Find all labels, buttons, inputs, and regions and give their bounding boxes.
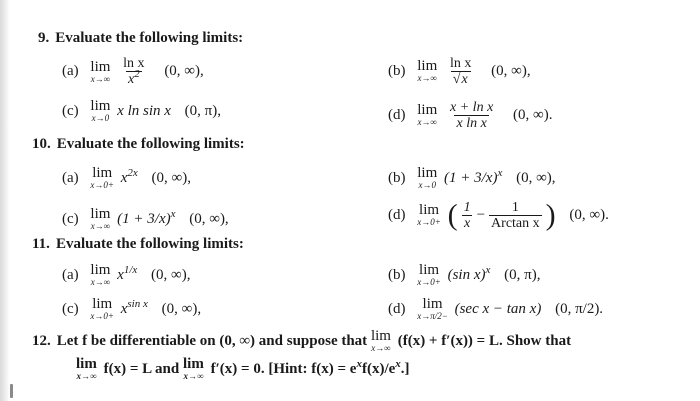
q11c-exponent: sin x <box>127 297 148 310</box>
q10c-interval: (0, ∞), <box>189 210 229 227</box>
q10-heading-text: Evaluate the following limits: <box>56 136 245 152</box>
q11c <box>62 298 201 321</box>
q11a-exponent: 1/x <box>123 263 138 276</box>
lim-word: lim <box>90 58 111 75</box>
q11b <box>388 264 540 287</box>
q12-hint: f(x)/e <box>361 360 396 377</box>
lim-subscript: x→π/2− <box>417 311 448 321</box>
lim-subscript: x→∞ <box>417 73 437 83</box>
page-shadow-edge <box>0 0 10 401</box>
q10d-fraction-2 <box>489 200 542 231</box>
den-exponent: 2 <box>134 68 140 80</box>
q10b <box>388 167 556 190</box>
q11c-label: (c) <box>62 300 79 317</box>
q9-heading <box>38 30 243 47</box>
numerator: ln x <box>123 56 145 71</box>
lim-subscript: x→∞ <box>183 371 204 381</box>
q9b-limit <box>417 60 437 83</box>
q12-line-2 <box>76 358 410 381</box>
denominator: Arctan x <box>491 216 540 231</box>
hint-exponent: x <box>356 357 362 370</box>
q9-heading-text: Evaluate the following limits: <box>55 30 244 46</box>
q9a <box>62 56 204 88</box>
q11b-interval: (0, π), <box>504 266 541 283</box>
q9-number: 9. <box>38 30 50 46</box>
q12-limit-f <box>76 358 97 381</box>
q11a-limit <box>90 264 110 287</box>
q10b-exponent: x <box>497 166 503 179</box>
q11d-label: (d) <box>388 300 406 317</box>
q10a-exponent: 2x <box>127 166 138 179</box>
lim-word: lim <box>183 356 204 372</box>
right-paren: ) <box>545 198 556 232</box>
lim-word: lim <box>92 296 113 312</box>
left-paren: ( <box>447 198 458 232</box>
q9a-fraction <box>121 56 146 88</box>
lim-subscript: x→∞ <box>90 73 111 84</box>
q10c-base: (1 + 3/x) <box>117 210 171 227</box>
sqrt-icon: √ <box>452 72 461 87</box>
q11d-limit <box>417 298 448 321</box>
q10c-limit <box>90 208 110 231</box>
q10-heading <box>32 136 245 153</box>
lim-word: lim <box>422 296 443 312</box>
q12-claim-2: f′(x) = 0. [Hint: f(x) = e <box>210 360 357 377</box>
lim-subscript: x→∞ <box>90 277 111 287</box>
q11b-base: (sin x) <box>447 266 486 283</box>
q9d-label: (d) <box>388 106 406 123</box>
lim-word: lim <box>370 328 391 344</box>
q10c <box>62 208 229 231</box>
q9c-interval: (0, π), <box>184 102 221 119</box>
numerator: 1 <box>463 200 471 215</box>
denominator: x ln x <box>456 116 487 131</box>
q10a-limit <box>90 167 114 190</box>
q12-claim-1: f(x) = L and <box>103 360 180 377</box>
lim-subscript: x→0+ <box>417 217 441 227</box>
lim-subscript: x→∞ <box>90 221 111 231</box>
q10a-base: x <box>120 169 128 186</box>
q10-number: 10. <box>32 136 51 152</box>
q11d-interval: (0, π/2). <box>555 300 604 317</box>
q9b <box>388 56 531 87</box>
q9d-interval: (0, ∞). <box>513 106 553 123</box>
q11a <box>62 264 190 287</box>
q9b-interval: (0, ∞), <box>491 62 531 79</box>
q10c-exponent: x <box>170 207 176 220</box>
q10d <box>388 200 609 231</box>
lim-word: lim <box>90 206 111 222</box>
q10b-limit <box>417 167 437 190</box>
q9d <box>388 100 552 131</box>
lim-word: lim <box>417 58 438 74</box>
lim-word: lim <box>76 356 97 372</box>
numerator: x + ln x <box>450 100 494 115</box>
q9c <box>62 100 221 123</box>
q11c-base: x <box>120 300 128 317</box>
scroll-indicator[interactable] <box>10 384 13 398</box>
q12-statement-start: Let f be differentiable on (0, ∞) and suppose that <box>56 332 368 349</box>
lim-word: lim <box>417 102 438 118</box>
lim-subscript: x→∞ <box>417 117 437 127</box>
q10d-fraction-1 <box>462 200 473 231</box>
q12-line-1 <box>32 330 571 353</box>
numerator: ln x <box>450 56 472 71</box>
q12-hint-end: .] <box>400 360 410 377</box>
q11c-interval: (0, ∞), <box>161 300 202 317</box>
numerator: 1 <box>511 200 519 215</box>
lim-subscript: x→∞ <box>76 371 97 381</box>
lim-word: lim <box>417 165 438 181</box>
lim-subscript: x→0+ <box>417 277 441 287</box>
lim-subscript: x→∞ <box>371 343 391 353</box>
denominator <box>126 68 142 88</box>
lim-subscript: x→0 <box>91 113 110 123</box>
q10d-label: (d) <box>388 206 406 223</box>
q11b-exponent: x <box>485 263 491 276</box>
q9b-fraction <box>448 56 473 87</box>
q9a-interval: (0, ∞), <box>164 63 204 80</box>
lim-subscript: x→0 <box>418 180 436 190</box>
denominator <box>451 71 471 87</box>
q12-number: 12. <box>32 332 51 349</box>
lim-subscript: x→0+ <box>90 311 114 321</box>
q11-heading-text: Evaluate the following limits: <box>55 236 244 252</box>
q10c-label: (c) <box>62 210 79 227</box>
q9b-label: (b) <box>388 62 406 79</box>
q10b-interval: (0, ∞), <box>516 169 556 186</box>
q10a-interval: (0, ∞), <box>151 169 191 186</box>
q12-limit-fprime <box>183 358 204 381</box>
q10b-label: (b) <box>388 169 406 186</box>
q11c-limit <box>90 298 114 321</box>
q12-statement-end: (f(x) + f′(x)) = L. Show that <box>397 332 572 349</box>
lim-subscript: x→0+ <box>90 180 114 190</box>
q10a-label: (a) <box>62 169 79 186</box>
q9a-label: (a) <box>62 63 79 80</box>
lim-word: lim <box>92 165 113 181</box>
hint-exponent-2: x <box>395 357 401 370</box>
q11a-label: (a) <box>62 266 79 283</box>
q10d-limit <box>417 204 441 227</box>
q10d-interval: (0, ∞). <box>569 206 609 223</box>
denominator: x <box>463 216 471 231</box>
q11a-base: x <box>117 266 124 283</box>
q12-limit <box>371 330 391 353</box>
q11a-interval: (0, ∞), <box>151 266 191 283</box>
q11d-expression: (sec x − tan x) <box>454 300 542 317</box>
lim-word: lim <box>419 202 440 218</box>
q11-number: 11. <box>32 236 50 252</box>
lim-word: lim <box>90 98 111 114</box>
q9d-fraction <box>448 100 495 131</box>
minus-sign: − <box>476 206 486 223</box>
lim-word: lim <box>90 262 111 278</box>
den-base: x <box>128 72 135 87</box>
q9c-expression: x ln sin x <box>117 102 171 119</box>
q11d <box>388 298 603 321</box>
q11-heading <box>32 236 244 253</box>
q9c-limit <box>90 100 110 123</box>
q9c-label: (c) <box>62 102 79 119</box>
sqrt-argument: x <box>461 72 468 87</box>
q9a-limit <box>90 58 111 84</box>
lim-word: lim <box>419 262 440 278</box>
q10b-base: (1 + 3/x) <box>444 169 498 186</box>
q11b-limit <box>417 264 441 287</box>
q11b-label: (b) <box>388 266 406 283</box>
q9d-limit <box>417 104 437 127</box>
q10a <box>62 167 191 190</box>
